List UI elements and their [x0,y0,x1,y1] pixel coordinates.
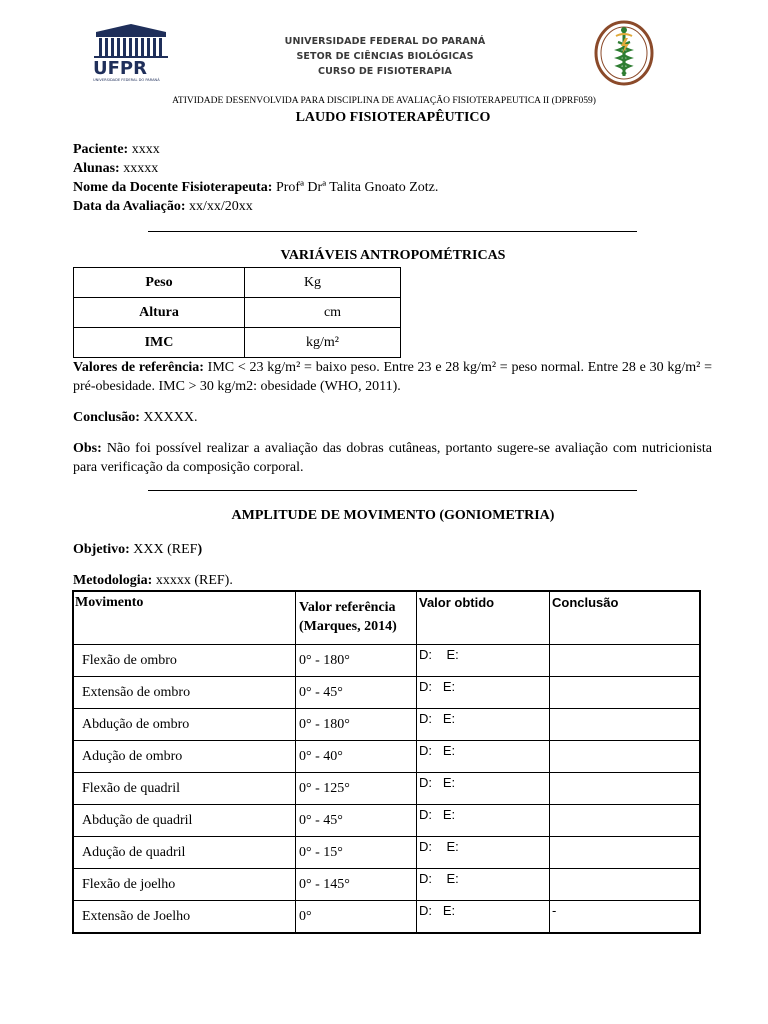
goniometry-table [72,590,701,934]
cell-reference: 0° - 45° [296,677,417,709]
cell-obtained: D: E: [417,645,550,677]
field-value: xxxx [128,142,160,157]
column-header-movimento: Movimento [73,591,296,645]
cell-conclusion [550,741,701,773]
field-paciente [73,140,160,159]
field-value: xxxxx [119,161,159,176]
cell-movement: Flexão de joelho [73,869,296,901]
table-cell-unit: cm [245,298,401,328]
cell-movement: Flexão de ombro [73,645,296,677]
anthropometric-table [73,267,401,358]
cell-obtained: D: E: [417,837,550,869]
table-cell-label: IMC [74,328,245,358]
activity-line: ATIVIDADE DESENVOLVIDA PARA DISCIPLINA DE AVALIAÇÃO FISIOTERAPEUTICA II (DPRF059) [172,96,596,106]
physiotherapy-emblem-icon [594,20,654,86]
cell-conclusion [550,805,701,837]
institution-line-university: UNIVERSIDADE FEDERAL DO PARANÁ [284,36,486,47]
paragraph-label: Valores de referência: [73,360,204,375]
field-label: Alunas: [73,161,120,176]
cell-movement: Abdução de ombro [73,709,296,741]
section-title-anthropometric: VARIÁVEIS ANTROPOMÉTRICAS [280,248,506,263]
ufpr-logo [92,22,170,82]
cell-reference: 0° - 40° [296,741,417,773]
table-row [73,645,700,677]
cell-obtained: D: E: [417,901,550,934]
table-row [73,837,700,869]
table-row [73,709,700,741]
field-label: Metodologia: [73,573,153,588]
paragraph-text: Não foi possível realizar a avaliação das dobras cutâneas, portanto sugere-se avaliação com nutricionista para verificação da composição corporal. [73,441,712,475]
paragraph-label: Conclusão: [73,410,140,425]
table-row [73,869,700,901]
table-row [74,328,401,358]
cell-conclusion [550,677,701,709]
cell-reference: 0° [296,901,417,934]
table-row [74,298,401,328]
table-row [73,773,700,805]
cell-movement: Extensão de Joelho [73,901,296,934]
paragraph-text: IMC < 23 kg/m² = baixo peso. Entre 23 e 28 kg/m² = peso normal. Entre 28 e 30 kg/m² = pré-obesidade. IMC > 30 kg/m2: obesidade (WHO, 2011). [73,360,713,394]
table-cell-unit: kg/m² [245,328,401,358]
table-cell-unit: Kg [245,268,401,298]
cell-conclusion [550,645,701,677]
field-value: xx/xx/20xx [185,199,253,214]
table-row [74,268,401,298]
field-objetivo [73,540,202,559]
paragraph-text: XXXXX. [139,410,198,425]
cell-conclusion [550,709,701,741]
field-alunas [73,159,158,178]
report-title: LAUDO FISIOTERAPÊUTICO [295,110,491,125]
field-value: XXX (REF [129,542,198,557]
field-label: Data da Avaliação: [73,199,186,214]
field-label: Objetivo: [73,542,130,557]
cell-movement: Abdução de quadril [73,805,296,837]
table-row [73,741,700,773]
table-row [73,901,700,934]
reference-values-paragraph [73,358,712,396]
field-metodologia [73,571,233,590]
cell-reference: 0° - 15° [296,837,417,869]
cell-reference: 0° - 45° [296,805,417,837]
cell-reference: 0° - 180° [296,709,417,741]
cell-conclusion [550,837,701,869]
column-header-valor-obtido: Valor obtido [417,591,550,645]
cell-obtained: D: E: [417,805,550,837]
cell-movement: Adução de quadril [73,837,296,869]
cell-reference: 0° - 145° [296,869,417,901]
cell-obtained: D: E: [417,773,550,805]
paragraph-label: Obs: [73,441,102,456]
institution-line-sector: SETOR DE CIÊNCIAS BIOLÓGICAS [296,51,474,62]
field-value-close: ) [197,542,203,557]
cell-reference: 0° - 125° [296,773,417,805]
cell-movement: Extensão de ombro [73,677,296,709]
column-header-conclusao: Conclusão [550,591,701,645]
table-row [73,677,700,709]
cell-obtained: D: E: [417,741,550,773]
institution-header [260,34,510,79]
cell-movement: Flexão de quadril [73,773,296,805]
field-label: Paciente: [73,142,129,157]
svg-text:UFPR: UFPR [93,58,147,79]
section-title-goniometry: AMPLITUDE DE MOVIMENTO (GONIOMETRIA) [231,508,555,523]
field-data-avaliacao [73,197,253,216]
table-cell-label: Altura [74,298,245,328]
field-docente [73,178,438,197]
divider [148,490,637,491]
conclusion-paragraph [73,408,712,427]
field-value: Profª Drª Talita Gnoato Zotz. [272,180,439,195]
field-value: xxxxx (REF). [152,573,233,588]
table-row [73,805,700,837]
cell-conclusion [550,869,701,901]
cell-obtained: D: E: [417,677,550,709]
institution-line-course: CURSO DE FISIOTERAPIA [318,66,452,77]
divider [148,231,637,232]
svg-text:UNIVERSIDADE FEDERAL DO PARANÁ: UNIVERSIDADE FEDERAL DO PARANÁ [93,78,160,82]
cell-conclusion: - [550,901,701,934]
field-label: Nome da Docente Fisioterapeuta: [73,180,273,195]
column-header-valor-referencia: Valor referência (Marques, 2014) [296,591,417,645]
table-cell-label: Peso [74,268,245,298]
cell-movement: Adução de ombro [73,741,296,773]
cell-obtained: D: E: [417,709,550,741]
cell-obtained: D: E: [417,869,550,901]
cell-conclusion [550,773,701,805]
cell-reference: 0° - 180° [296,645,417,677]
table-header-row [73,591,700,645]
obs-paragraph [73,439,712,477]
